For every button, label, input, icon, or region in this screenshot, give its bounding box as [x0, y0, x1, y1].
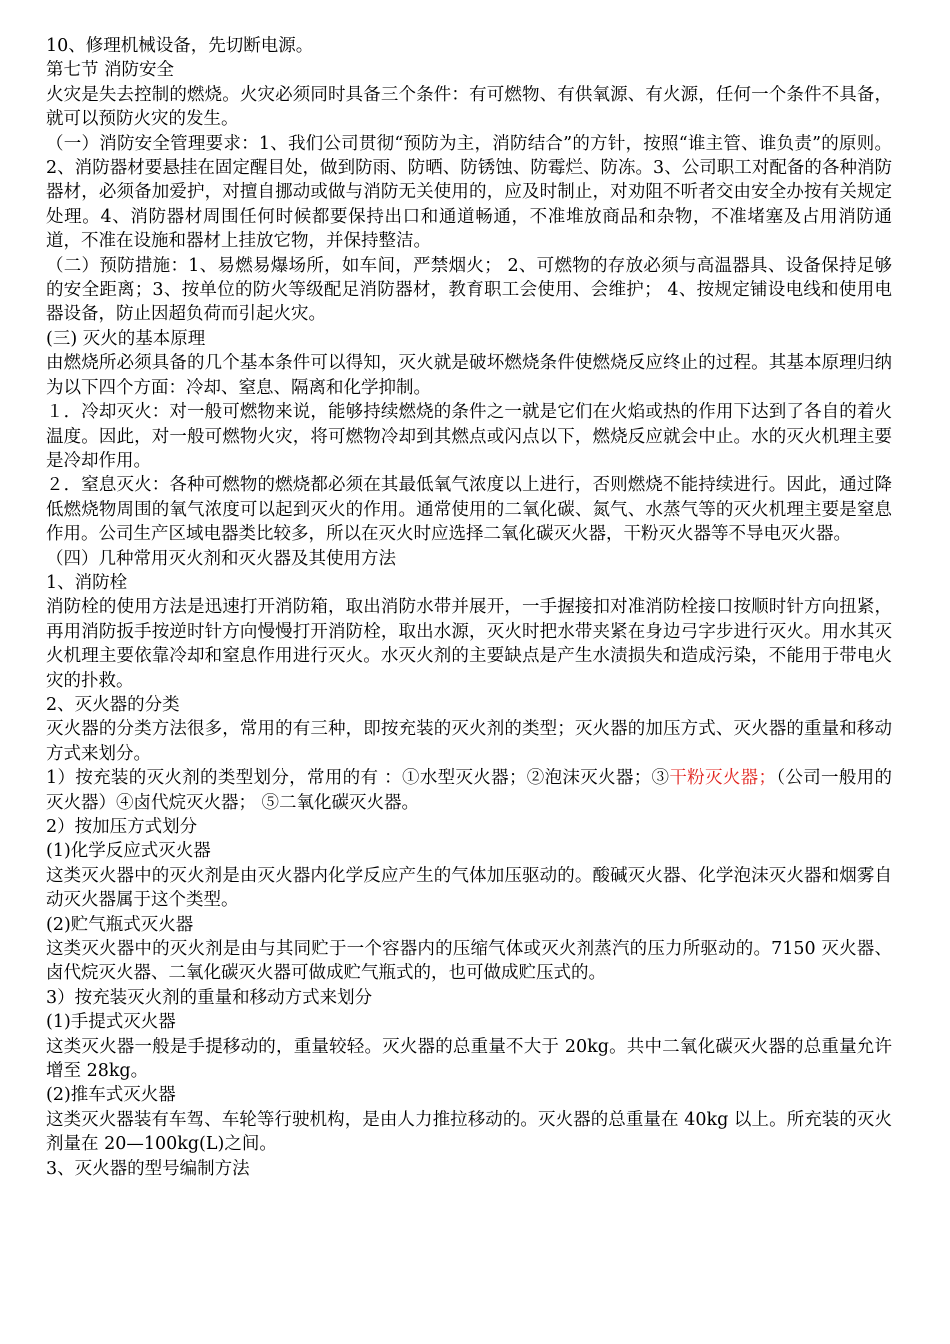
- subheading-portable: (1)手提式灭火器: [46, 1012, 176, 1033]
- subheading-wheeled: (2)推车式灭火器: [46, 1085, 176, 1106]
- paragraph-agent-types: [46, 766, 892, 815]
- paragraph-prevention-measures: （二）预防措施：1、易燃易爆场所，如车间，严禁烟火； 2、可燃物的存放必须与高温器具、设备保持足够的安全距离；3、按单位的防火等级配足消防器材，教育职工会使用、会维护； 4、按规定铺设电线和使用电器设备，防止因超负荷而引起火灾。: [46, 255, 892, 325]
- paragraph-hydrant-usage: 消防栓的使用方法是迅速打开消防箱，取出消防水带并展开，一手握接扣对准消防栓接口按顺时针方向扭紧，再用消防扳手按逆时针方向慢慢打开消防栓，取出水源，灭火时把水带夹紧在身边弓字步进行灭火。用水其灭火机理主要依靠冷却和窒息作用进行灭火。水灭火剂的主要缺点是产生水渍损失和造成污染，不能用于带电火灾的扑救。: [46, 597, 892, 691]
- paragraph-wheeled: 这类灭火器装有车驾、车轮等行驶机构，是由人力推拉移动的。灭火器的总重量在 40kg 以上。所充装的灭火剂量在 20—100kg(L)之间。: [46, 1109, 892, 1155]
- subheading-model-numbering: 3、灭火器的型号编制方法: [46, 1158, 250, 1179]
- subheading-pressurization: 2）按加压方式划分: [46, 817, 198, 837]
- paragraph-chemical-reaction: 这类灭火器中的灭火剂是由灭火器内化学反应产生的气体加压驱动的。酸碱灭火器、化学泡沫灭火器和烟雾自动灭火器属于这个类型。: [46, 865, 892, 911]
- subheading-weight-mobility: 3）按充装灭火剂的重量和移动方式来划分: [46, 987, 373, 1008]
- highlighted-dry-powder: 干粉灭火器；: [669, 768, 776, 789]
- paragraph-fire-definition: 火灾是失去控制的燃烧。火灾必须同时具备三个条件：有可燃物、有供氧源、有火源，任何一个条件不具备，就可以预防火灾的发生。: [46, 84, 892, 130]
- subheading-chemical-reaction: (1)化学反应式灭火器: [46, 841, 211, 862]
- paragraph-portable: 这类灭火器一般是手提移动的，重量较轻。灭火器的总重量不大于 20kg。共中二氧化碳灭火器的总重量允许增至 28kg。: [46, 1036, 892, 1082]
- subheading-classification: 2、灭火器的分类: [46, 694, 180, 715]
- subheading-gas-cartridge: (2)贮气瓶式灭火器: [46, 914, 194, 935]
- section-heading-fire-safety: 第七节 消防安全: [46, 60, 175, 81]
- paragraph-management-requirements: （一）消防安全管理要求：1、我们公司贯彻“预防为主，消防结合”的方针，按照“谁主管、谁负责”的原则。2、消防器材要悬挂在固定醒目处，做到防雨、防晒、防锈蚀、防霉烂、防冻。3、公司职工对配备的各种消防器材，必须备加爱护，对擅自挪动或做与消防无关使用的，应及时制止，对劝阻不听者交由安全办按有关规定处理。4、消防器材周围任何时候都要保持出口和通道畅通，不准堆放商品和杂物，不准堵塞及占用消防通道，不准在设施和器材上挂放它物，并保持整洁。: [46, 133, 892, 252]
- document-page: [46, 34, 892, 1181]
- subheading-extinguishing-principle: (三) 灭火的基本原理: [46, 328, 206, 349]
- agent-types-after: （公司一般用的灭火器）④卤代烷灭火器； ⑤二氧化碳灭火器。: [46, 768, 893, 813]
- subheading-hydrant: 1、消防栓: [46, 572, 128, 593]
- paragraph-item-10: 10、修理机械设备，先切断电源。: [46, 36, 314, 56]
- subheading-agents-and-extinguishers: （四）几种常用灭火剂和灭火器及其使用方法: [46, 548, 396, 569]
- paragraph-classification-intro: 灭火器的分类方法很多，常用的有三种，即按充装的灭火剂的类型；灭火器的加压方式、灭火器的重量和移动方式来划分。: [46, 719, 892, 764]
- paragraph-gas-cartridge: 这类灭火器中的灭火剂是由与其同贮于一个容器内的压缩气体或灭火剂蒸汽的压力所驱动的。7150 灭火器、卤代烷灭火器、二氧化碳灭火器可做成贮气瓶式的，也可做成贮压式的。: [46, 939, 892, 984]
- paragraph-principle-intro: 由燃烧所必须具备的几个基本条件可以得知，灭火就是破坏燃烧条件使燃烧反应终止的过程。其基本原理归纳为以下四个方面：冷却、窒息、隔离和化学抑制。: [46, 353, 892, 398]
- paragraph-cooling: １．冷却灭火：对一般可燃物来说，能够持续燃烧的条件之一就是它们在火焰或热的作用下达到了各自的着火温度。因此，对一般可燃物火灾，将可燃物冷却到其燃点或闪点以下，燃烧反应就会中止。水的灭火机理主要是冷却作用。: [46, 402, 892, 471]
- agent-types-before: 1）按充装的灭火剂的类型划分，常用的有 ：①水型灭火器；②泡沫灭火器；③: [46, 768, 670, 789]
- paragraph-smothering: ２．窒息灭火：各种可燃物的燃烧都必须在其最低氧气浓度以上进行，否则燃烧不能持续进行。因此，通过降低燃烧物周围的氧气浓度可以起到灭火的作用。通常使用的二氧化碳、氮气、水蒸气等的灭火机理主要是窒息作用。公司生产区域电器类比较多，所以在灭火时应选择二氧化碳灭火器，干粉灭火器等不导电灭火器。: [46, 475, 892, 545]
